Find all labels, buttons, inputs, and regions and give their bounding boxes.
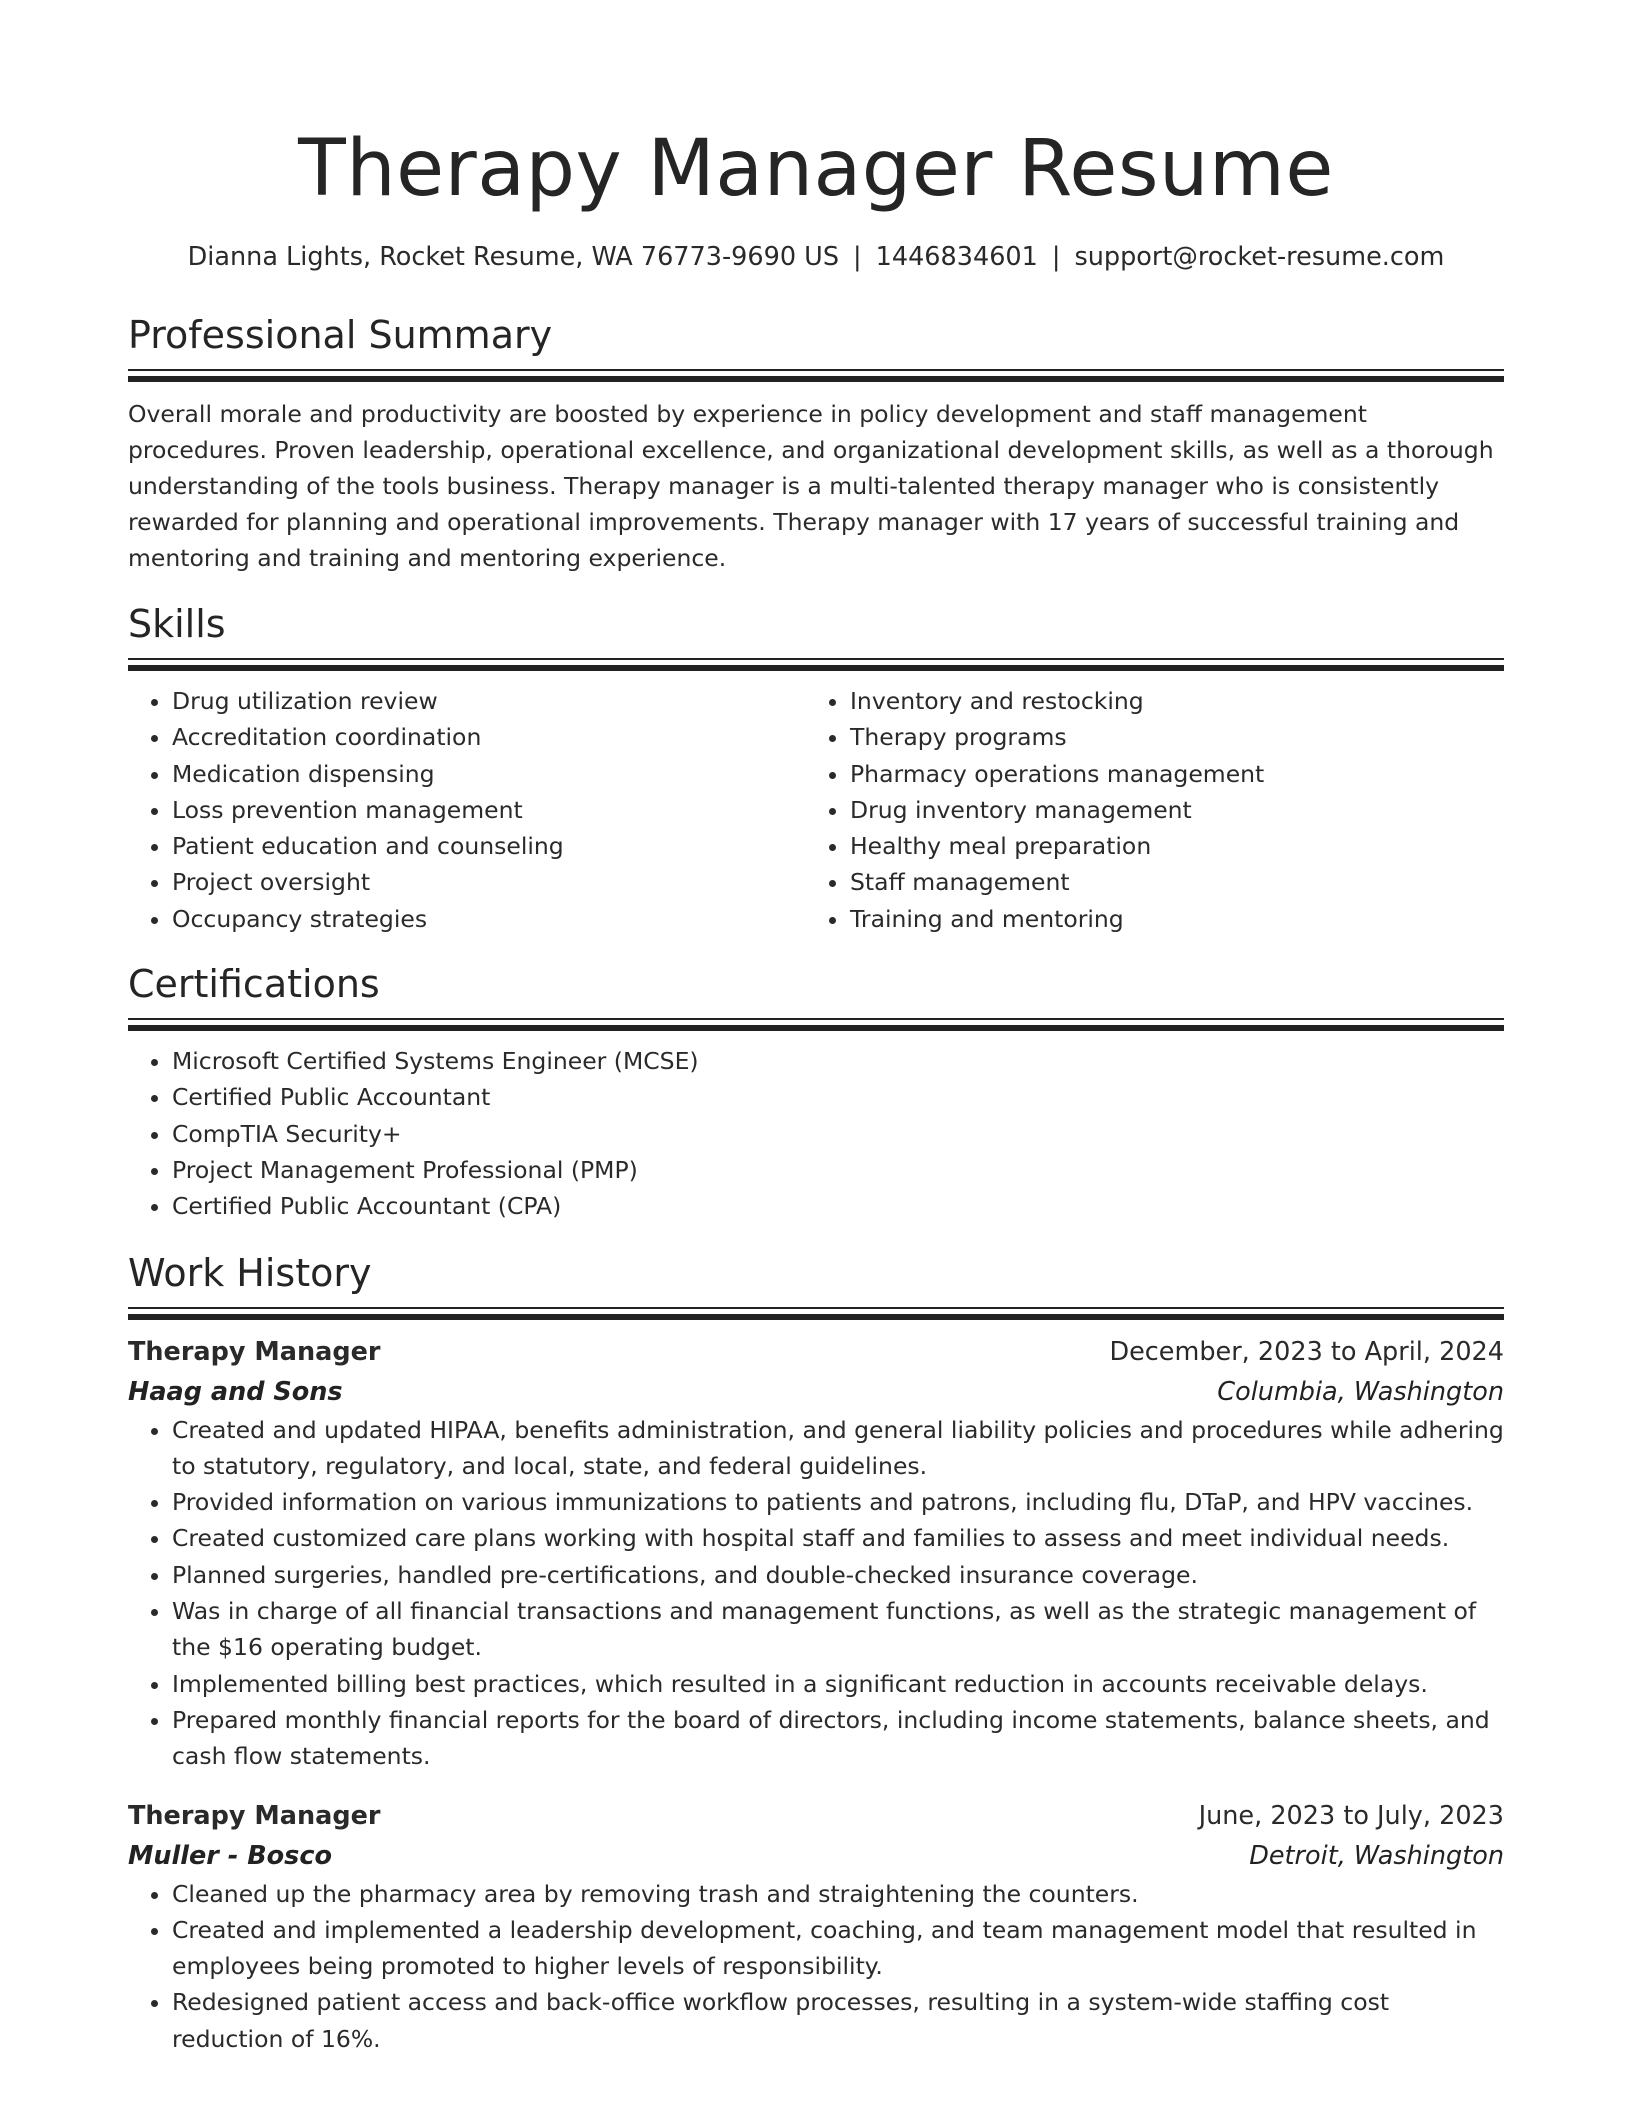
resume-title: Therapy Manager Resume	[298, 124, 1334, 214]
job-bullets	[128, 1412, 1504, 1775]
job-dates: June, 2023 to July, 2023	[1198, 1800, 1504, 1831]
work-history-heading: Work History	[128, 1250, 372, 1295]
section-divider	[128, 658, 1504, 671]
job-bullet: • Was in charge of all financial transactions and management functions, as well as the strategic management of the $16 operating budget.	[172, 1593, 1504, 1666]
certification-item: • Certified Public Accountant (CPA)	[172, 1188, 1504, 1224]
skill-item: • Inventory and restocking	[850, 683, 1484, 719]
job-bullet: • Planned surgeries, handled pre-certifications, and double-checked insurance coverage.	[172, 1557, 1504, 1593]
job-header	[128, 1332, 1504, 1372]
skill-item: • Project oversight	[172, 864, 806, 900]
jobs-list	[128, 1332, 1504, 2057]
skill-item: • Accreditation coordination	[172, 719, 806, 755]
skills-heading: Skills	[128, 602, 226, 646]
job-bullet: • Created and implemented a leadership development, coaching, and team management model that resulted in employees being promoted to higher levels of responsibility.	[172, 1912, 1504, 1985]
job-company: Muller - Bosco	[128, 1840, 332, 1871]
job-bullet: • Created and updated HIPAA, benefits administration, and general liability policies and procedures while adhering to statutory, regulatory, and local, state, and federal guidelines.	[172, 1412, 1504, 1485]
summary-heading: Professional Summary	[128, 313, 553, 357]
skills-list-right	[806, 683, 1484, 937]
resume-content	[128, 0, 1504, 2057]
work-history-section	[128, 1250, 1504, 2057]
certification-item: • Microsoft Certified Systems Engineer (MCSE)	[172, 1043, 1504, 1079]
job-bullet: • Redesigned patient access and back-office workflow processes, resulting in a system-wide staffing cost reduction of 16%.	[172, 1984, 1504, 2057]
certifications-section	[128, 961, 1504, 1224]
contact-line	[128, 240, 1504, 274]
skill-item: • Drug utilization review	[172, 683, 806, 719]
skills-column-left	[128, 683, 806, 937]
contact-phone[interactable]: 1446834601	[875, 242, 1038, 272]
skill-item: • Pharmacy operations management	[850, 756, 1484, 792]
skills-list-left	[128, 683, 806, 937]
section-divider	[128, 1018, 1504, 1031]
job-entry	[128, 1332, 1504, 1775]
job-title: Therapy Manager	[128, 1336, 381, 1367]
job-subheader	[128, 1372, 1504, 1412]
certification-item: • Certified Public Accountant	[172, 1079, 1504, 1115]
section-divider	[128, 1307, 1504, 1320]
skill-item: • Staff management	[850, 864, 1484, 900]
job-location: Columbia, Washington	[1217, 1376, 1504, 1407]
skill-item: • Occupancy strategies	[172, 901, 806, 937]
skills-column-right	[806, 683, 1484, 937]
summary-section	[128, 312, 1504, 576]
contact-separator: |	[853, 242, 862, 272]
skills-section	[128, 601, 1504, 937]
certifications-list	[128, 1043, 1504, 1224]
certification-item: • CompTIA Security+	[172, 1116, 1504, 1152]
skill-item: • Healthy meal preparation	[850, 828, 1484, 864]
job-entry	[128, 1796, 1504, 2057]
job-bullet: • Provided information on various immunizations to patients and patrons, including flu, DTaP, and HPV vaccines.	[172, 1484, 1504, 1520]
section-divider	[128, 369, 1504, 382]
skill-item: • Drug inventory management	[850, 792, 1484, 828]
job-title: Therapy Manager	[128, 1800, 381, 1831]
contact-separator: |	[1051, 242, 1061, 272]
job-bullets	[128, 1876, 1504, 2057]
skills-columns	[128, 683, 1504, 937]
skill-item: • Therapy programs	[850, 719, 1484, 755]
job-dates: December, 2023 to April, 2024	[1109, 1336, 1504, 1367]
certifications-block	[128, 1043, 1504, 1224]
skill-item: • Training and mentoring	[850, 901, 1484, 937]
job-location: Detroit, Washington	[1249, 1840, 1504, 1871]
job-bullet: • Cleaned up the pharmacy area by removing trash and straightening the counters.	[172, 1876, 1504, 1912]
skill-item: • Loss prevention management	[172, 792, 806, 828]
skill-item: • Medication dispensing	[172, 756, 806, 792]
certification-item: • Project Management Professional (PMP)	[172, 1152, 1504, 1188]
contact-email[interactable]: support@rocket-resume.com	[1074, 242, 1445, 272]
job-header	[128, 1796, 1504, 1836]
job-bullet: • Implemented billing best practices, which resulted in a significant reduction in accounts receivable delays.	[172, 1666, 1504, 1702]
skill-item: • Patient education and counseling	[172, 828, 806, 864]
job-subheader	[128, 1836, 1504, 1876]
contact-address: Dianna Lights, Rocket Resume, WA 76773-9690 US	[187, 242, 840, 272]
summary-text: Overall morale and productivity are boosted by experience in policy development and staff management procedures. Proven leadership, operational excellence, and organizational development skills, as well as a thorough understanding of the tools business. Therapy manager is a multi-talented therapy manager who is consistently rewarded for planning and operational improvements. Therapy manager with 17 years of successful training and mentoring and training and mentoring experience.	[128, 400, 1494, 572]
job-company: Haag and Sons	[128, 1376, 343, 1407]
job-bullet: • Prepared monthly financial reports for the board of directors, including income statements, balance sheets, and cash flow statements.	[172, 1702, 1504, 1775]
job-bullet: • Created customized care plans working with hospital staff and families to assess and meet individual needs.	[172, 1520, 1504, 1556]
certifications-heading: Certifications	[128, 962, 380, 1007]
